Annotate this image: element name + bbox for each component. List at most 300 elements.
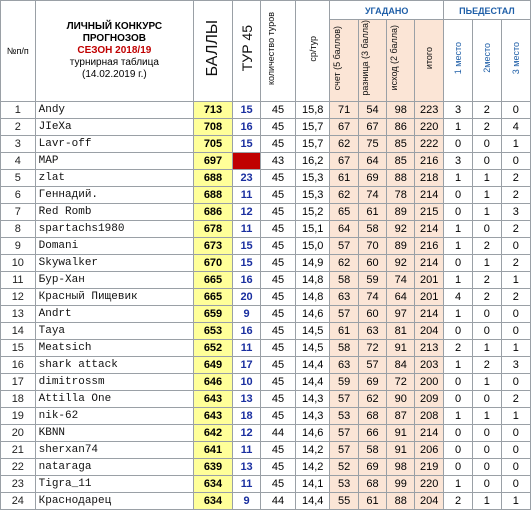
- total-cell: 203: [415, 356, 443, 373]
- rank-cell: 3: [1, 135, 36, 152]
- rank-cell: 22: [1, 458, 36, 475]
- table-row: [1, 441, 531, 458]
- tour45-cell: 11: [232, 220, 260, 237]
- podium-group-header: ПЬЕДЕСТАЛ: [443, 1, 530, 20]
- place3-cell: 0: [501, 101, 530, 118]
- place2-cell: 1: [473, 169, 501, 186]
- diff-cell: 60: [358, 254, 386, 271]
- avg-cell: 14,4: [295, 356, 330, 373]
- avg-cell: 14,5: [295, 322, 330, 339]
- diff-cell: 61: [358, 203, 386, 220]
- points-cell: 713: [194, 101, 233, 118]
- outcome-cell: 84: [387, 356, 415, 373]
- title-block: [35, 1, 193, 102]
- avg-cell: 14,5: [295, 339, 330, 356]
- outcome-cell: 97: [387, 305, 415, 322]
- points-cell: 697: [194, 152, 233, 169]
- tour45-cell: [232, 152, 260, 169]
- total-cell: 204: [415, 492, 443, 509]
- place2-cell: 0: [473, 322, 501, 339]
- tour45-cell: 23: [232, 169, 260, 186]
- place3-cell: 4: [501, 118, 530, 135]
- outcome-cell: 88: [387, 492, 415, 509]
- outcome-cell: 87: [387, 407, 415, 424]
- tours-count-cell: 45: [261, 475, 296, 492]
- tour45-cell: 15: [232, 135, 260, 152]
- score-cell: 55: [330, 492, 358, 509]
- total-cell: 220: [415, 475, 443, 492]
- rank-cell: 21: [1, 441, 36, 458]
- diff-cell: 63: [358, 322, 386, 339]
- tour45-cell: 11: [232, 441, 260, 458]
- player-name: MAP: [35, 152, 193, 169]
- points-cell: 639: [194, 458, 233, 475]
- player-name: Lavr-off: [35, 135, 193, 152]
- place2-cell: 0: [473, 441, 501, 458]
- tour45-cell: 11: [232, 339, 260, 356]
- place1-cell: 0: [443, 135, 472, 152]
- outcome-cell: 85: [387, 135, 415, 152]
- score-cell: 63: [330, 288, 358, 305]
- points-cell: 686: [194, 203, 233, 220]
- tours-count-cell: 45: [261, 305, 296, 322]
- diff-cell: 74: [358, 288, 386, 305]
- table-row: [1, 492, 531, 509]
- total-cell: 219: [415, 458, 443, 475]
- diff-cell: 60: [358, 305, 386, 322]
- tour45-cell: 12: [232, 203, 260, 220]
- total-header: итого: [415, 20, 443, 102]
- table-row: [1, 305, 531, 322]
- place1-cell: 0: [443, 254, 472, 271]
- score-cell: 62: [330, 254, 358, 271]
- outcome-cell: 98: [387, 101, 415, 118]
- score-cell: 63: [330, 356, 358, 373]
- rank-cell: 7: [1, 203, 36, 220]
- score-cell: 61: [330, 169, 358, 186]
- tours-count-cell: 44: [261, 492, 296, 509]
- diff-cell: 68: [358, 407, 386, 424]
- tours-count-cell: 45: [261, 101, 296, 118]
- avg-cell: 14,1: [295, 475, 330, 492]
- player-name: Meatsich: [35, 339, 193, 356]
- place3-cell: 0: [501, 475, 530, 492]
- place1-cell: 1: [443, 407, 472, 424]
- place1-cell: 3: [443, 101, 472, 118]
- table-row: [1, 220, 531, 237]
- place2-cell: 0: [473, 305, 501, 322]
- place1-cell: 0: [443, 390, 472, 407]
- table-row: [1, 169, 531, 186]
- player-name: Красный Пищевик: [35, 288, 193, 305]
- rank-cell: 15: [1, 339, 36, 356]
- table-row: [1, 288, 531, 305]
- outcome-cell: 91: [387, 441, 415, 458]
- rank-cell: 11: [1, 271, 36, 288]
- outcome-cell: 86: [387, 118, 415, 135]
- place3-cell: 0: [501, 305, 530, 322]
- tours-count-header: количество туров: [261, 1, 296, 102]
- tours-count-cell: 45: [261, 390, 296, 407]
- points-cell: 705: [194, 135, 233, 152]
- tours-count-cell: 45: [261, 458, 296, 475]
- avg-cell: 16,2: [295, 152, 330, 169]
- diff-cell: 69: [358, 373, 386, 390]
- score-cell: 67: [330, 118, 358, 135]
- total-cell: 214: [415, 424, 443, 441]
- total-cell: 223: [415, 101, 443, 118]
- place3-cell: 3: [501, 356, 530, 373]
- points-cell: 642: [194, 424, 233, 441]
- player-name: dimitrossm: [35, 373, 193, 390]
- score-cell: 53: [330, 475, 358, 492]
- player-name: Domani: [35, 237, 193, 254]
- outcome-cell: 72: [387, 373, 415, 390]
- place1-cell: 0: [443, 424, 472, 441]
- tours-count-cell: 45: [261, 322, 296, 339]
- rank-cell: 24: [1, 492, 36, 509]
- table-row: [1, 152, 531, 169]
- outcome-cell: 74: [387, 271, 415, 288]
- diff-cell: 75: [358, 135, 386, 152]
- tours-count-cell: 45: [261, 118, 296, 135]
- tour45-cell: 13: [232, 458, 260, 475]
- outcome-cell: 89: [387, 203, 415, 220]
- place3-header: 3 место: [501, 20, 530, 102]
- place2-cell: 2: [473, 288, 501, 305]
- score-cell: 65: [330, 203, 358, 220]
- place3-cell: 2: [501, 390, 530, 407]
- tours-count-cell: 45: [261, 220, 296, 237]
- total-cell: 200: [415, 373, 443, 390]
- place1-cell: 1: [443, 305, 472, 322]
- place2-cell: 0: [473, 424, 501, 441]
- avg-cell: 14,6: [295, 305, 330, 322]
- outcome-cell: 85: [387, 152, 415, 169]
- points-cell: 653: [194, 322, 233, 339]
- table-row: [1, 271, 531, 288]
- date-label: (14.02.2019 г.): [82, 68, 147, 80]
- table-row: [1, 135, 531, 152]
- tour45-cell: 17: [232, 356, 260, 373]
- rank-cell: 23: [1, 475, 36, 492]
- diff-cell: 64: [358, 152, 386, 169]
- tour45-cell: 12: [232, 424, 260, 441]
- points-cell: 673: [194, 237, 233, 254]
- tour45-cell: 15: [232, 101, 260, 118]
- place3-cell: 2: [501, 254, 530, 271]
- tour45-cell: 16: [232, 271, 260, 288]
- table-row: [1, 186, 531, 203]
- points-cell: 634: [194, 492, 233, 509]
- points-cell: 634: [194, 475, 233, 492]
- outcome-cell: 91: [387, 339, 415, 356]
- avg-cell: 14,6: [295, 424, 330, 441]
- diff-cell: 69: [358, 458, 386, 475]
- diff-cell: 59: [358, 271, 386, 288]
- place2-cell: 2: [473, 237, 501, 254]
- place3-cell: 2: [501, 169, 530, 186]
- place3-cell: 1: [501, 135, 530, 152]
- avg-cell: 15,7: [295, 118, 330, 135]
- diff-cell: 69: [358, 169, 386, 186]
- score-cell: 62: [330, 135, 358, 152]
- place2-cell: 1: [473, 407, 501, 424]
- avg-cell: 15,8: [295, 101, 330, 118]
- points-cell: 652: [194, 339, 233, 356]
- place3-cell: 1: [501, 407, 530, 424]
- tours-count-cell: 45: [261, 254, 296, 271]
- season-label: СЕЗОН 2018/19: [77, 44, 152, 56]
- avg-cell: 15,3: [295, 169, 330, 186]
- total-cell: 216: [415, 152, 443, 169]
- place2-cell: 1: [473, 492, 501, 509]
- table-row: [1, 203, 531, 220]
- tour45-cell: 20: [232, 288, 260, 305]
- place1-cell: 1: [443, 169, 472, 186]
- title-line2: ПРОГНОЗОВ: [82, 32, 146, 44]
- table-row: [1, 322, 531, 339]
- place3-cell: 0: [501, 373, 530, 390]
- avg-cell: 15,2: [295, 203, 330, 220]
- player-name: Tigra_11: [35, 475, 193, 492]
- place2-cell: 1: [473, 373, 501, 390]
- total-cell: 220: [415, 118, 443, 135]
- player-name: Red Romb: [35, 203, 193, 220]
- player-name: nik-62: [35, 407, 193, 424]
- place1-cell: 1: [443, 118, 472, 135]
- place1-cell: 0: [443, 186, 472, 203]
- place1-cell: 1: [443, 475, 472, 492]
- player-name: KBNN: [35, 424, 193, 441]
- avg-cell: 14,4: [295, 492, 330, 509]
- outcome-cell: 90: [387, 390, 415, 407]
- rank-cell: 6: [1, 186, 36, 203]
- tours-count-cell: 45: [261, 271, 296, 288]
- rank-cell: 20: [1, 424, 36, 441]
- place2-cell: 0: [473, 135, 501, 152]
- diff-cell: 67: [358, 118, 386, 135]
- total-cell: 204: [415, 322, 443, 339]
- tour45-cell: 18: [232, 407, 260, 424]
- rank-cell: 1: [1, 101, 36, 118]
- score-cell: 57: [330, 305, 358, 322]
- avg-cell: 15,3: [295, 186, 330, 203]
- score-cell: 62: [330, 186, 358, 203]
- table-row: [1, 237, 531, 254]
- diff-cell: 72: [358, 339, 386, 356]
- total-cell: 214: [415, 220, 443, 237]
- table-row: [1, 101, 531, 118]
- outcome-cell: 89: [387, 237, 415, 254]
- score-cell: 67: [330, 152, 358, 169]
- score-cell: 59: [330, 373, 358, 390]
- total-cell: 216: [415, 237, 443, 254]
- tours-count-cell: 45: [261, 169, 296, 186]
- diff-cell: 70: [358, 237, 386, 254]
- score-cell: 57: [330, 237, 358, 254]
- rank-cell: 14: [1, 322, 36, 339]
- place2-cell: 0: [473, 220, 501, 237]
- place1-cell: 0: [443, 373, 472, 390]
- num-header: №п/п: [1, 1, 36, 102]
- score-header: счет (5 баллов): [330, 20, 358, 102]
- rank-cell: 13: [1, 305, 36, 322]
- score-cell: 58: [330, 339, 358, 356]
- score-cell: 52: [330, 458, 358, 475]
- tours-count-cell: 45: [261, 237, 296, 254]
- title-line1: ЛИЧНЫЙ КОНКУРС: [66, 20, 163, 32]
- table-row: [1, 254, 531, 271]
- outcome-cell: 98: [387, 458, 415, 475]
- tours-count-cell: 45: [261, 441, 296, 458]
- rank-cell: 4: [1, 152, 36, 169]
- table-row: [1, 390, 531, 407]
- rank-cell: 17: [1, 373, 36, 390]
- place3-cell: 2: [501, 288, 530, 305]
- total-cell: 214: [415, 254, 443, 271]
- place2-cell: 0: [473, 458, 501, 475]
- place2-cell: 1: [473, 186, 501, 203]
- tour45-cell: 16: [232, 118, 260, 135]
- diff-cell: 68: [358, 475, 386, 492]
- rank-cell: 16: [1, 356, 36, 373]
- player-name: Andrt: [35, 305, 193, 322]
- player-name: nataraga: [35, 458, 193, 475]
- place1-cell: 0: [443, 203, 472, 220]
- diff-cell: 66: [358, 424, 386, 441]
- place2-cell: 0: [473, 475, 501, 492]
- tour45-cell: 15: [232, 254, 260, 271]
- score-cell: 64: [330, 220, 358, 237]
- place3-cell: 0: [501, 237, 530, 254]
- place2-cell: 1: [473, 254, 501, 271]
- place1-cell: 4: [443, 288, 472, 305]
- total-cell: 206: [415, 441, 443, 458]
- avg-cell: 14,2: [295, 458, 330, 475]
- tours-count-cell: 45: [261, 407, 296, 424]
- place1-cell: 1: [443, 237, 472, 254]
- player-name: spartachs1980: [35, 220, 193, 237]
- player-name: Taya: [35, 322, 193, 339]
- player-name: Краснодарец: [35, 492, 193, 509]
- avg-cell: 15,7: [295, 135, 330, 152]
- score-cell: 61: [330, 322, 358, 339]
- player-name: Andy: [35, 101, 193, 118]
- tours-count-cell: 45: [261, 373, 296, 390]
- outcome-cell: 64: [387, 288, 415, 305]
- diff-cell: 58: [358, 441, 386, 458]
- tours-count-cell: 45: [261, 339, 296, 356]
- score-cell: 53: [330, 407, 358, 424]
- place1-cell: 1: [443, 356, 472, 373]
- avg-header: ср/тур: [295, 1, 330, 102]
- outcome-cell: 91: [387, 424, 415, 441]
- place2-cell: 1: [473, 203, 501, 220]
- score-cell: 71: [330, 101, 358, 118]
- tour45-cell: 16: [232, 322, 260, 339]
- subtitle-label: турнирная таблица: [69, 56, 159, 68]
- outcome-cell: 81: [387, 322, 415, 339]
- outcome-cell: 92: [387, 220, 415, 237]
- rank-cell: 19: [1, 407, 36, 424]
- place2-cell: 0: [473, 152, 501, 169]
- place3-cell: 3: [501, 203, 530, 220]
- avg-cell: 14,2: [295, 441, 330, 458]
- tours-count-cell: 44: [261, 424, 296, 441]
- rank-cell: 10: [1, 254, 36, 271]
- rank-cell: 8: [1, 220, 36, 237]
- place2-cell: 2: [473, 101, 501, 118]
- place2-header: 2место: [473, 20, 501, 102]
- player-name: zlat: [35, 169, 193, 186]
- points-cell: 688: [194, 169, 233, 186]
- diff-cell: 57: [358, 356, 386, 373]
- place3-cell: 0: [501, 441, 530, 458]
- table-row: [1, 458, 531, 475]
- place2-cell: 1: [473, 339, 501, 356]
- total-cell: 201: [415, 271, 443, 288]
- place2-cell: 2: [473, 356, 501, 373]
- points-cell: 665: [194, 288, 233, 305]
- avg-cell: 14,4: [295, 373, 330, 390]
- diff-cell: 61: [358, 492, 386, 509]
- table-row: [1, 407, 531, 424]
- place2-cell: 2: [473, 271, 501, 288]
- table-row: [1, 356, 531, 373]
- tours-count-cell: 45: [261, 203, 296, 220]
- outcome-cell: 88: [387, 169, 415, 186]
- table-row: [1, 118, 531, 135]
- player-name: shark attack: [35, 356, 193, 373]
- total-cell: 213: [415, 339, 443, 356]
- place1-cell: 2: [443, 492, 472, 509]
- place1-cell: 1: [443, 220, 472, 237]
- place3-cell: 2: [501, 186, 530, 203]
- tour45-cell: 9: [232, 492, 260, 509]
- diff-cell: 62: [358, 390, 386, 407]
- points-cell: 670: [194, 254, 233, 271]
- place3-cell: 1: [501, 339, 530, 356]
- outcome-cell: 92: [387, 254, 415, 271]
- place2-cell: 0: [473, 390, 501, 407]
- tour45-cell: 11: [232, 186, 260, 203]
- total-cell: 201: [415, 288, 443, 305]
- diff-cell: 74: [358, 186, 386, 203]
- place3-cell: 2: [501, 220, 530, 237]
- table-row: [1, 475, 531, 492]
- points-cell: 643: [194, 390, 233, 407]
- diff-cell: 58: [358, 220, 386, 237]
- table-row: [1, 339, 531, 356]
- table-row: [1, 373, 531, 390]
- place1-header: 1 место: [443, 20, 472, 102]
- avg-cell: 14,8: [295, 271, 330, 288]
- total-cell: 214: [415, 305, 443, 322]
- tour45-cell: 13: [232, 390, 260, 407]
- place1-cell: 0: [443, 322, 472, 339]
- table-row: [1, 424, 531, 441]
- points-cell: 678: [194, 220, 233, 237]
- points-cell: 659: [194, 305, 233, 322]
- tour45-cell: 15: [232, 237, 260, 254]
- place1-cell: 2: [443, 339, 472, 356]
- place3-cell: 0: [501, 424, 530, 441]
- tours-count-cell: 45: [261, 135, 296, 152]
- total-cell: 209: [415, 390, 443, 407]
- place3-cell: 1: [501, 271, 530, 288]
- rank-cell: 12: [1, 288, 36, 305]
